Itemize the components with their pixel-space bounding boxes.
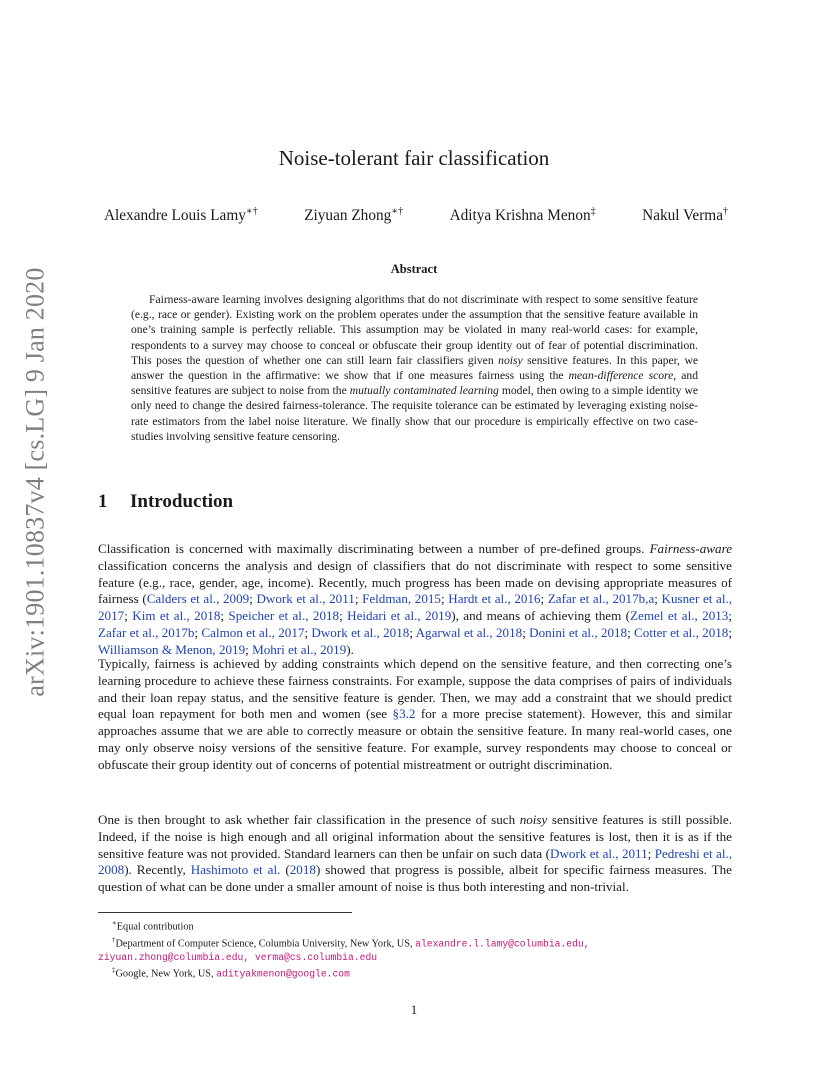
body-paragraph [98, 656, 732, 774]
text-segment: showed that progress is possible, albeit for specific fairness measures. The question of what can be done under a smaller amount of noise is thus both interesting and non-trivial. [98, 862, 732, 895]
abstract-segment: , and sensitive features are subject to noise from the [131, 369, 698, 398]
author-name: Nakul Verma [642, 207, 723, 225]
citation-link[interactable]: Agarwal et al., 2018 [415, 624, 523, 640]
author-name: Ziyuan Zhong [304, 207, 392, 225]
footnote-text: Department of Computer Science, Columbia University, New York, US, [115, 938, 416, 950]
text-segment: sensitive features is still possible. Indeed, if the noise is high enough and all original information about the sensitive features is lost, then it is as if the sensitive feature was not provided. Standard learners can then be unfair on such data ( [98, 812, 732, 861]
abstract-segment: model, then owing to a simple identity we only need to change the desired fairness-tolerance. The requisite tolerance can be estimated by leveraging existing noise-rate estimators from the label noise literature. We finally show that our procedure is empirically effective on two case-studies involving sensitive feature censoring. [131, 384, 698, 443]
citation-link[interactable]: Donini et al., 2018 [529, 624, 628, 640]
citation-link[interactable]: Dwork et al., 2018 [311, 624, 410, 640]
footnote-text: Equal contribution [116, 921, 194, 933]
citation-link[interactable]: Calmon et al., 2017 [201, 624, 305, 640]
citation-link[interactable]: Kim et al., 2018 [132, 608, 221, 624]
email-link[interactable]: alexandre.l.lamy@columbia.edu [415, 938, 584, 950]
author [450, 206, 596, 225]
author [642, 206, 728, 225]
email-link[interactable]: verma@cs.columbia.edu [254, 951, 378, 963]
text-segment: One is then brought to ask whether fair classification in the presence of such [98, 812, 520, 827]
footnote [98, 964, 732, 981]
footnote-text: Google, New York, US, [115, 968, 217, 980]
author [304, 206, 403, 225]
text-segment: for a more precise statement). However, this and similar approaches assume that we are able to correctly measure or obtain the sensitive feature. In many real-world cases, one may only observe noisy versions of the sensitive feature. For example, survey respondents may choose to conceal or obfuscate their group identity out of concerns of potential mistreatment or outright discrimination. [98, 706, 732, 772]
page-number: 1 [410, 1002, 418, 1017]
citation-link[interactable]: Williamson & Menon, 2019 [98, 641, 246, 657]
abstract-heading: Abstract [390, 262, 438, 276]
abstract-segment: sensitive features. In this paper, we answer the question in the affirmative: we show that if one measures fairness using the [131, 353, 698, 383]
author-name: Alexandre Louis Lamy [104, 207, 246, 225]
body-paragraph: One is then brought to ask whether fair classification in the presence of such noisy sensitive features is still possible. Indeed, if the noise is high enough and all original information about the sensitive features is lost, then it is as if the sensitive feature was not provided. Standard learners can then be unfair on such data (Dwork et al., 2011; Pedreshi et al., 2008). Recently, Hashimoto et al. (2018) showed that progress is possible, albeit for specific fairness measures. The question of what can be done under a smaller amount of noise is thus both interesting and non-trivial. [98, 812, 733, 895]
citation-link[interactable]: Zafar et al., 2017b,a [547, 591, 655, 607]
footnote-mark: † [112, 935, 116, 944]
footnote-mark: ‡ [112, 966, 116, 975]
footnote-rule [98, 912, 352, 913]
text-segment: Typically, fairness is achieved by adding constraints which depend on the sensitive feature, and then correcting one’s learning procedure to achieve these fairness constraints. For example, suppose the data comprises of pairs of individuals and their loan repay status, and the sensitive feature is gender. Then, we may add a constraint that we should predict equal loan repayment for both men and women (see [98, 656, 732, 722]
author-list [104, 206, 728, 225]
emphasis: noisy [519, 812, 548, 827]
footnote: †Department of Computer Science, Columbia University, New York, US, alexandre.l.lamy@columbia.edu, ziyuan.zhong@columbia.edu, verma@cs.columbia.edu [98, 935, 590, 963]
body-paragraph: Classification is concerned with maximally discriminating between a number of pre-defined groups. Fairness-aware classification concerns the analysis and design of classifiers that do not discriminate with respect to some sensitive feature (e.g., race, gender, age, income). Recently, much progress has been made on devising appropriate measures of fairness (Calders et al., 2009; Dwork et al., 2011; Feldman, 2015; Hardt et al., 2016; Zafar et al., 2017b,a; Kusner et al., 2017; Kim et al., 2018; Speicher et al., 2018; Heidari et al., 2019), and means of achieving them (Zemel et al., 2013; Zafar et al., 2017b; Calmon et al., 2017; Dwork et al., 2018; Agarwal et al., 2018; Donini et al., 2018; Cotter et al., 2018; Williamson & Menon, 2019; Mohri et al., 2019). [98, 541, 733, 657]
author-affiliation-mark: ∗† [391, 206, 404, 217]
text-segment: ). Recently, [124, 862, 191, 878]
paper-title: Noise-tolerant fair classification [278, 146, 550, 170]
citation-link[interactable]: Speicher et al., 2018 [228, 608, 340, 624]
citation-link[interactable]: Kusner et al., 2017 [98, 591, 733, 624]
author [104, 206, 258, 225]
footnotes [98, 917, 732, 981]
citation-link[interactable]: Zemel et al., 2013 [630, 608, 729, 624]
text-segment: ), and means of achieving them ( [451, 608, 631, 624]
author-affiliation-mark: † [723, 206, 728, 217]
email-link[interactable]: ziyuan.zhong@columbia.edu [98, 951, 244, 963]
email-link[interactable]: adityakmenon@google.com [216, 968, 350, 980]
citation-link[interactable]: Hashimoto et al. [190, 862, 281, 878]
abstract-segment: Fairness-aware learning involves designing algorithms that do not discriminate with respect to some sensitive feature (e.g., race or gender). Existing work on the problem operates under the assumption that the sensitive feature available in one’s training sample is perfectly reliable. This assumption may be violated in many real-world cases: for example, respondents to a survey may choose to conceal or obfuscate their group identity out of fear of potential discrimination. This poses the question of whether one can still learn fair classifiers given [131, 293, 698, 367]
arxiv-identifier [20, 267, 52, 697]
emphasis: Fairness-aware [649, 541, 732, 556]
author-name: Aditya Krishna Menon [449, 207, 591, 225]
abstract-emphasis: noisy [498, 353, 523, 367]
footnote-mark: ∗ [112, 919, 117, 927]
author-affiliation-mark: ‡ [590, 206, 596, 217]
citation-link[interactable]: Hardt et al., 2016 [448, 591, 541, 607]
section-number: 1 [98, 491, 108, 512]
abstract-emphasis: mutually contaminated learning [349, 384, 499, 398]
citation-link[interactable]: Dwork et al., 2011 [256, 591, 355, 607]
text-segment: ). [346, 641, 354, 657]
arxiv-identifier-text: arXiv:1901.10837v4 [cs.LG] 9 Jan 2020 [21, 267, 50, 697]
citation-link[interactable]: Feldman, 2015 [362, 591, 441, 607]
abstract-text [131, 292, 698, 444]
citation-link[interactable]: Mohri et al., 2019 [252, 641, 347, 657]
section-reference-link[interactable]: §3.2 [392, 706, 416, 722]
citation-year-link[interactable]: 2018 [289, 862, 316, 878]
author-affiliation-mark: ∗† [245, 206, 258, 217]
citation-link[interactable]: Zafar et al., 2017b [98, 624, 195, 640]
section-title: Introduction [130, 491, 234, 512]
citation-link[interactable]: Cotter et al., 2018 [634, 624, 729, 640]
text-segment: Classification is concerned with maximally discriminating between a number of pre-defined groups. [98, 541, 650, 556]
citation-link[interactable]: Pedreshi et al., 2008 [98, 845, 733, 878]
text-segment: classification concerns the analysis and design of classifiers that do not discriminate with respect to some sensitive feature (e.g., race, gender, age, income). Recently, much progress has been made on devising appropriate measures of fairness ( [98, 557, 732, 607]
abstract-emphasis: mean-difference score [568, 369, 674, 383]
section-heading [98, 491, 233, 513]
footnote [98, 917, 732, 934]
citation-link[interactable]: Calders et al., 2009 [146, 591, 250, 607]
citation-link[interactable]: Dwork et al., 2011 [550, 845, 648, 861]
citation-link[interactable]: Heidari et al., 2019 [347, 608, 452, 624]
